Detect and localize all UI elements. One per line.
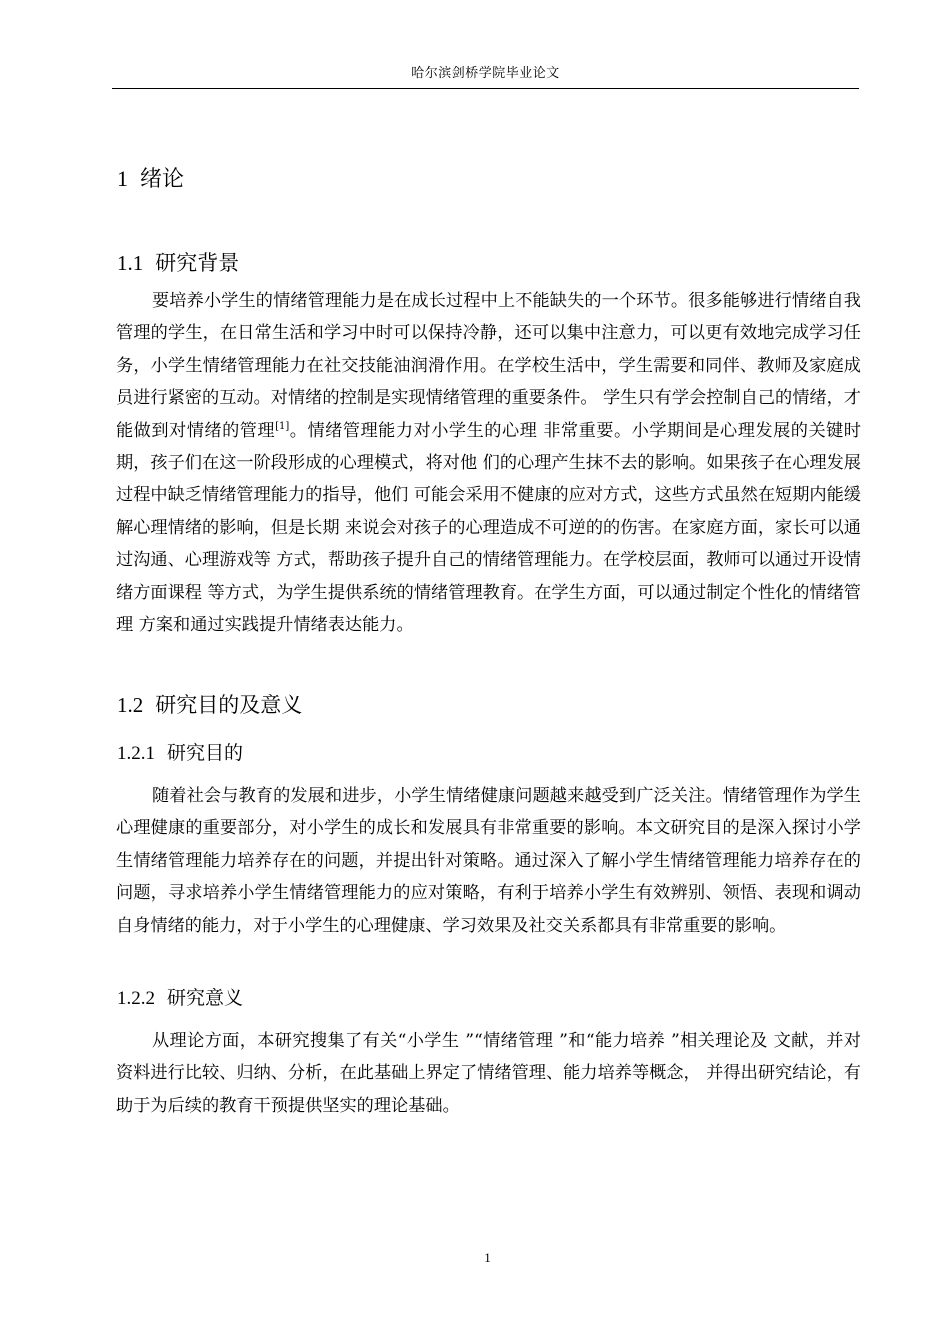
section-heading-1-1 xyxy=(117,248,239,278)
page-number: 1 xyxy=(484,1250,491,1265)
chapter-title: 绪论 xyxy=(140,167,185,192)
chapter-number: 1 xyxy=(117,166,128,191)
section-heading-1-2 xyxy=(117,690,302,720)
citation-marker: [1] xyxy=(275,420,290,432)
subsection-number: 1.2.1 xyxy=(117,743,155,764)
paragraph-text: 要培养小学生的情绪管理能力是在成长过程中上不能缺失的一个环节。很多能够进行情绪自我管理的学生，在日常生活和学习中时可以保持冷静，还可以集中注意力，可以更有效地完成学习任务，小学生情绪管理能力在社交技能油润滑作用。在学校生活中，学生需要和同伴、教师及家庭成员进行紧密的互动。对情绪的控制是实现情绪管理的重要条件。 学生只有学会控制自己的情绪，才能做到对情绪的管理 xyxy=(116,291,861,441)
subsection-heading-1-2-2 xyxy=(117,984,243,1013)
subsection-number: 1.2.2 xyxy=(117,988,155,1009)
paragraph-text: 。情绪管理能力对小学生的心理 非常重要。小学期间是心理发展的关键时期，孩子们在这一阶段形成的心理模式，将对他 们的心理产生抹不去的影响。如果孩子在心理发展过程中缺乏情绪管理能力的指导，他们 可能会采用不健康的应对方式，这些方式虽然在短期内能缓解心理情绪的影响，但是长期 来说会对孩子的心理造成不可逆的的伤害。在家庭方面，家长可以通过沟通、心理游戏等 方式，帮助孩子提升自己的情绪管理能力。在学校层面，教师可以通过开设情绪方面课程 等方式，为学生提供系统的情绪管理教育。在学生方面，可以通过制定个性化的情绪管理 方案和通过实践提升情绪表达能力。 xyxy=(116,420,861,636)
background-paragraph xyxy=(116,285,861,641)
significance-paragraph: 从理论方面，本研究搜集了有关“小学生 ”“情绪管理 ”和“能力培养 ”相关理论及 文献，并对资料进行比较、归纳、分析，在此基础上界定了情绪管理、能力培养等概念， 并得出研究结论，有助于为后续的教育干预提供坚实的理论基础。 xyxy=(116,1031,861,1116)
subsection-title: 研究目的 xyxy=(167,742,244,764)
section-title: 研究目的及意义 xyxy=(155,693,303,717)
purpose-paragraph: 随着社会与教育的发展和进步，小学生情绪健康问题越来越受到广泛关注。情绪管理作为学生心理健康的重要部分，对小学生的成长和发展具有非常重要的影响。本文研究目的是深入探讨小学生情绪管理能力培养存在的问题，并提出针对策略。通过深入了解小学生情绪管理能力培养存在的问题，寻求培养小学生情绪管理能力的应对策略，有利于培养小学生有效辨别、领悟、表现和调动自身情绪的能力，对于小学生的心理健康、学习效果及社交关系都具有非常重要的影响。 xyxy=(116,786,861,936)
chapter-heading xyxy=(117,164,184,195)
running-header: 哈尔滨剑桥学院毕业论文 xyxy=(411,66,560,81)
subsection-title: 研究意义 xyxy=(167,987,244,1009)
section-title: 研究背景 xyxy=(155,251,240,275)
header-rule xyxy=(112,88,859,89)
section-number: 1.2 xyxy=(117,693,144,717)
section-number: 1.1 xyxy=(117,251,144,275)
subsection-heading-1-2-1 xyxy=(117,739,243,768)
